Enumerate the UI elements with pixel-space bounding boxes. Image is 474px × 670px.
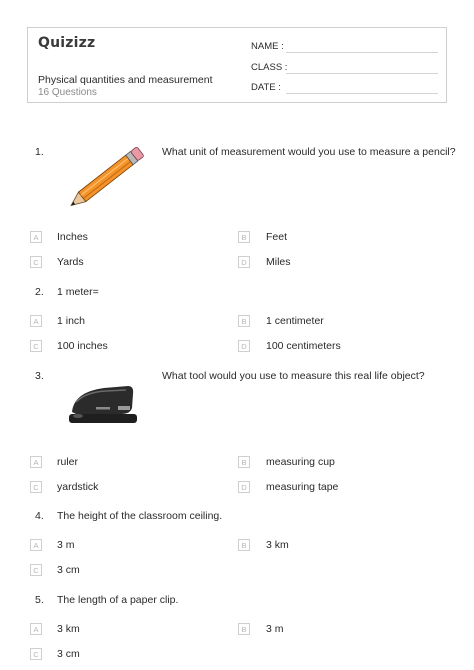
option-letter: B xyxy=(238,539,250,551)
option-letter: C xyxy=(30,340,42,352)
option-letter: C xyxy=(30,648,42,660)
option-letter: B xyxy=(238,623,250,635)
option-letter: B xyxy=(238,231,250,243)
option-text[interactable]: 3 m xyxy=(266,623,284,635)
option-letter: A xyxy=(30,456,42,468)
option-letter: A xyxy=(30,315,42,327)
question-text: What tool would you use to measure this real life object? xyxy=(162,370,425,382)
option-letter: A xyxy=(30,539,42,551)
option-text[interactable]: 3 m xyxy=(57,539,75,551)
option-letter: D xyxy=(238,256,250,268)
question-text: 1 meter= xyxy=(57,286,99,298)
option-letter: C xyxy=(30,256,42,268)
option-text[interactable]: 3 cm xyxy=(57,648,80,660)
stapler-image xyxy=(66,378,140,430)
worksheet-title: Physical quantities and measurement xyxy=(38,74,213,86)
option-letter: C xyxy=(30,481,42,493)
option-letter: C xyxy=(30,564,42,576)
worksheet-header xyxy=(27,27,447,103)
date-line[interactable] xyxy=(286,93,438,94)
option-text[interactable]: 3 km xyxy=(266,539,289,551)
option-letter: A xyxy=(30,231,42,243)
option-letter: D xyxy=(238,481,250,493)
name-label: NAME : xyxy=(251,41,284,52)
option-text[interactable]: ruler xyxy=(57,456,79,468)
date-label: DATE : xyxy=(251,82,281,93)
option-text[interactable]: 3 cm xyxy=(57,564,80,576)
option-letter: B xyxy=(238,315,250,327)
option-text[interactable]: 100 inches xyxy=(57,340,108,352)
option-text[interactable]: 1 inch xyxy=(57,315,86,327)
question-number: 3. xyxy=(35,370,44,382)
question-text: The height of the classroom ceiling. xyxy=(57,510,223,522)
question-number: 4. xyxy=(35,510,44,522)
option-text[interactable]: yardstick xyxy=(57,481,99,493)
option-letter: B xyxy=(238,456,250,468)
option-text[interactable]: Yards xyxy=(57,256,84,268)
question-number: 2. xyxy=(35,286,44,298)
option-letter: A xyxy=(30,623,42,635)
option-letter: D xyxy=(238,340,250,352)
option-text[interactable]: Miles xyxy=(266,256,291,268)
option-text[interactable]: Feet xyxy=(266,231,288,243)
option-text[interactable]: 3 km xyxy=(57,623,80,635)
name-line[interactable] xyxy=(286,52,438,53)
option-text[interactable]: 100 centimeters xyxy=(266,340,341,352)
class-line[interactable] xyxy=(286,73,438,74)
option-text[interactable]: measuring cup xyxy=(266,456,335,468)
option-text[interactable]: 1 centimeter xyxy=(266,315,324,327)
question-count: 16 Questions xyxy=(38,87,97,98)
question-text: What unit of measurement would you use to measure a pencil? xyxy=(162,146,456,158)
quizizz-logo: Quizizz xyxy=(38,35,96,51)
class-label: CLASS : xyxy=(251,62,288,73)
question-number: 1. xyxy=(35,146,44,158)
option-text[interactable]: measuring tape xyxy=(266,481,339,493)
option-text[interactable]: Inches xyxy=(57,231,88,243)
pencil-image xyxy=(56,144,154,214)
question-text: The length of a paper clip. xyxy=(57,594,179,606)
question-number: 5. xyxy=(35,594,44,606)
